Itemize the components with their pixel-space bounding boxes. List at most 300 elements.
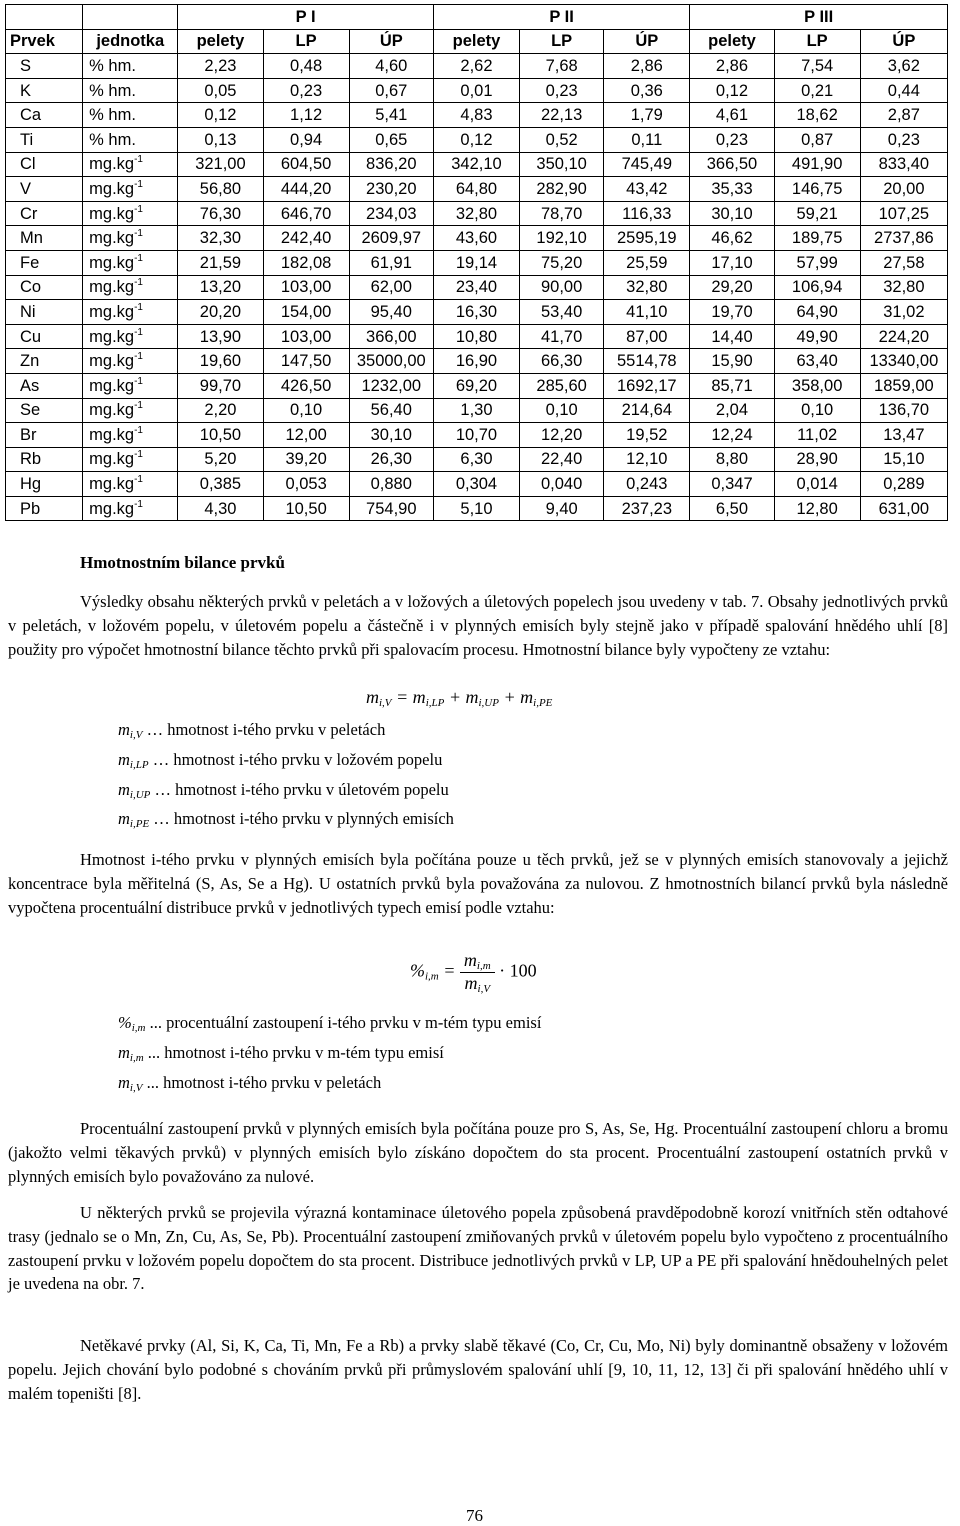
value-cell: 230,20 [349,177,433,202]
value-cell: 29,20 [690,275,774,300]
value-cell: 0,880 [349,472,433,497]
value-cell: 4,83 [433,103,519,128]
column-header: Prvek [6,29,83,54]
definition-line [118,1011,541,1041]
table-row [6,324,948,349]
value-cell: 28,90 [774,447,860,472]
value-cell: 0,94 [263,127,349,152]
value-cell: 491,90 [774,152,860,177]
value-cell: 5,20 [178,447,263,472]
value-cell: 7,54 [774,54,860,79]
value-cell: 5,41 [349,103,433,128]
definition-line [118,718,454,748]
element-cell: Hg [6,472,83,497]
value-cell: 43,42 [604,177,690,202]
value-cell: 27,58 [860,250,947,275]
value-cell: 2737,86 [860,226,947,251]
value-cell: 1,30 [433,398,519,423]
value-cell: 0,87 [774,127,860,152]
unit-exponent: -1 [134,449,143,461]
value-cell: 0,67 [349,78,433,103]
value-cell: 5514,78 [604,349,690,374]
value-cell: 16,90 [433,349,519,374]
value-cell: 0,44 [860,78,947,103]
unit-text: mg.kg [89,425,135,444]
value-cell: 20,20 [178,300,263,325]
value-cell: 17,10 [690,250,774,275]
unit-exponent: -1 [134,252,143,264]
element-cell: Ca [6,103,83,128]
value-cell: 19,14 [433,250,519,275]
value-cell: 49,90 [774,324,860,349]
value-cell: 41,10 [604,300,690,325]
unit-text: mg.kg [89,352,135,371]
value-cell: 285,60 [520,373,604,398]
value-cell: 64,80 [433,177,519,202]
value-cell: 147,50 [263,349,349,374]
value-cell: 0,23 [860,127,947,152]
value-cell: 12,00 [263,423,349,448]
definition-line [118,778,454,808]
value-cell: 62,00 [349,275,433,300]
unit-cell [83,324,178,349]
paragraph-1-text: Výsledky obsahu některých prvků v peletách a v ložových a úletových popelech jsou uvedeny v tab. 7. Obsahy jednotlivých prvků v peletách, v ložovém popelu, v úletovém popelu a částečně i v plynných emisích byly stejně jako v případě spalování hnědého uhlí [8] použity pro výpočet hmotnostní bilance těchto prvků při spalovacím procesu. Hmotnostní bilance byly vypočteny ze vztahu: [8,592,948,659]
value-cell: 12,80 [774,496,860,521]
table-row [6,300,948,325]
column-header: pelety [433,29,519,54]
value-cell: 87,00 [604,324,690,349]
definition-symbol: $m_{i,UP}$ [118,779,151,801]
column-header: LP [263,29,349,54]
unit-exponent: -1 [134,228,143,240]
value-cell: 13,47 [860,423,947,448]
value-cell: 19,60 [178,349,263,374]
value-cell: 2,23 [178,54,263,79]
unit-exponent: -1 [134,178,143,190]
paragraph-5-text: Netěkavé prvky (Al, Si, K, Ca, Ti, Mn, Fe a Rb) a prvky slabě těkavé (Co, Cr, Cu, Mo, Ni) byly dominantně obsaženy v ložovém popelu. Jejich chování bylo podobné s chováním prvků při průmyslovém spalování uhlí [9, 10, 11, 12, 13] či při spalování hnědého uhlí v malém topeništi [8]. [8,1336,948,1403]
value-cell: 10,70 [433,423,519,448]
unit-exponent: -1 [134,474,143,486]
value-cell: 0,385 [178,472,263,497]
value-cell: 85,71 [690,373,774,398]
value-cell: 64,90 [774,300,860,325]
value-cell: 234,03 [349,201,433,226]
percent-distribution-formula: $\%_{i,m}$ = $\frac{m_{i,m}}{m_{i,V}}$ · 100 [410,950,537,995]
unit-cell [83,250,178,275]
value-cell: 13340,00 [860,349,947,374]
value-cell: 0,21 [774,78,860,103]
value-cell: 103,00 [263,275,349,300]
value-cell: 2,04 [690,398,774,423]
value-cell: 2595,19 [604,226,690,251]
group-header-p1: P I [178,5,434,30]
element-cell: S [6,54,83,79]
unit-text: % hm. [89,106,136,125]
value-cell: 754,90 [349,496,433,521]
element-cell: As [6,373,83,398]
value-cell: 32,80 [604,275,690,300]
value-cell: 43,60 [433,226,519,251]
value-cell: 22,13 [520,103,604,128]
table-row [6,423,948,448]
value-cell: 0,48 [263,54,349,79]
value-cell: 604,50 [263,152,349,177]
unit-cell [83,127,178,152]
value-cell: 0,10 [263,398,349,423]
value-cell: 646,70 [263,201,349,226]
value-cell: 23,40 [433,275,519,300]
value-cell: 0,12 [178,103,263,128]
value-cell: 4,60 [349,54,433,79]
column-header: ÚP [349,29,433,54]
unit-cell [83,103,178,128]
value-cell: 2609,97 [349,226,433,251]
unit-exponent: -1 [134,400,143,412]
value-cell: 4,61 [690,103,774,128]
unit-text: mg.kg [89,475,135,494]
value-cell: 242,40 [263,226,349,251]
element-cell: Cr [6,201,83,226]
value-cell: 350,10 [520,152,604,177]
definition-text: … hmotnost i-tého prvku v peletách [142,720,386,739]
column-header: pelety [178,29,263,54]
element-cell: K [6,78,83,103]
value-cell: 30,10 [349,423,433,448]
value-cell: 39,20 [263,447,349,472]
value-cell: 31,02 [860,300,947,325]
value-cell: 21,59 [178,250,263,275]
value-cell: 0,12 [433,127,519,152]
value-cell: 366,50 [690,152,774,177]
value-cell: 631,00 [860,496,947,521]
table-row [6,250,948,275]
value-cell: 237,23 [604,496,690,521]
value-cell: 1232,00 [349,373,433,398]
definition-text: … hmotnost i-tého prvku v plynných emisích [149,809,454,829]
definition-symbol: $m_{i,m}$ [118,1042,144,1064]
table-row [6,447,948,472]
unit-cell [83,373,178,398]
value-cell: 0,10 [520,398,604,423]
table-row [6,78,948,103]
column-header: ÚP [860,29,947,54]
value-cell: 35,33 [690,177,774,202]
value-cell: 9,40 [520,496,604,521]
element-cell: Rb [6,447,83,472]
value-cell: 78,70 [520,201,604,226]
table-body [6,54,948,521]
value-cell: 11,02 [774,423,860,448]
value-cell: 0,304 [433,472,519,497]
paragraph-3 [8,1117,948,1188]
unit-text: % hm. [89,81,136,100]
value-cell: 6,30 [433,447,519,472]
value-cell: 833,40 [860,152,947,177]
value-cell: 90,00 [520,275,604,300]
value-cell: 5,10 [433,496,519,521]
value-cell: 13,20 [178,275,263,300]
paragraph-4-text: U některých prvků se projevila výrazná kontaminace úletového popela způsobená pravděpodobně korozí vnitřních stěn odtahové trasy (jednalo se o Mn, Zn, Cu, As, Se, Pb). Procentuální zastoupení zmiňovaných prvků v úletovém popelu bylo vypočteno z procentuálního zastoupení prvku v ložovém popelu dopočtem do sta procent. Distribuce jednotlivých prvků v LP, UP a PE při spalování hnědouhelných pelet je uvedena na obr. 7. [8,1203,948,1294]
paragraph-2 [8,848,948,919]
unit-exponent: -1 [134,301,143,313]
element-cell: Zn [6,349,83,374]
section-heading: Hmotnostním bilance prvků [80,553,285,572]
value-cell: 63,40 [774,349,860,374]
value-cell: 10,80 [433,324,519,349]
element-cell: V [6,177,83,202]
column-header: LP [774,29,860,54]
value-cell: 836,20 [349,152,433,177]
value-cell: 1692,17 [604,373,690,398]
value-cell: 46,62 [690,226,774,251]
value-cell: 3,62 [860,54,947,79]
value-cell: 282,90 [520,177,604,202]
paragraph-2-text: Hmotnost i-tého prvku v plynných emisích byla počítána pouze u těch prvků, jež se v plynných emisích stanovovaly a jejichž koncentrace byla měřitelná (S, As, Se a Hg). U ostatních prvků byla považována za nulovou. Z hmotnostních bilancí prvků byla následně vypočtena procentuální distribuce prvků v jednotlivých typech emisí podle vztahu: [8,850,948,917]
value-cell: 0,243 [604,472,690,497]
value-cell: 0,053 [263,472,349,497]
value-cell: 0,040 [520,472,604,497]
value-cell: 366,00 [349,324,433,349]
value-cell: 136,70 [860,398,947,423]
unit-cell [83,447,178,472]
value-cell: 1859,00 [860,373,947,398]
value-cell: 358,00 [774,373,860,398]
column-header: ÚP [604,29,690,54]
value-cell: 745,49 [604,152,690,177]
unit-text: mg.kg [89,499,135,518]
value-cell: 59,21 [774,201,860,226]
unit-exponent: -1 [134,498,143,510]
table-column-header-row [6,29,948,54]
value-cell: 30,10 [690,201,774,226]
value-cell: 103,00 [263,324,349,349]
value-cell: 7,68 [520,54,604,79]
table-row [6,496,948,521]
value-cell: 0,65 [349,127,433,152]
unit-cell [83,78,178,103]
element-cell: Fe [6,250,83,275]
element-cell: Mn [6,226,83,251]
element-content-table [5,4,948,521]
value-cell: 426,50 [263,373,349,398]
value-cell: 0,36 [604,78,690,103]
value-cell: 12,24 [690,423,774,448]
value-cell: 224,20 [860,324,947,349]
unit-cell [83,226,178,251]
value-cell: 0,23 [690,127,774,152]
definition-symbol: $m_{i,PE}$ [118,809,150,831]
table-row [6,127,948,152]
value-cell: 182,08 [263,250,349,275]
unit-text: mg.kg [89,327,135,346]
value-cell: 32,80 [433,201,519,226]
value-cell: 32,30 [178,226,263,251]
value-cell: 2,87 [860,103,947,128]
value-cell: 214,64 [604,398,690,423]
table-row [6,177,948,202]
value-cell: 2,62 [433,54,519,79]
value-cell: 116,33 [604,201,690,226]
value-cell: 0,289 [860,472,947,497]
value-cell: 53,40 [520,300,604,325]
value-cell: 20,00 [860,177,947,202]
element-cell: Cu [6,324,83,349]
value-cell: 0,11 [604,127,690,152]
unit-text: mg.kg [89,179,135,198]
value-cell: 0,01 [433,78,519,103]
table-row [6,472,948,497]
header-blank-cell [6,5,83,30]
definition-text: ... hmotnost i-tého prvku v peletách [142,1072,382,1092]
value-cell: 75,20 [520,250,604,275]
element-cell: Ti [6,127,83,152]
table-row [6,201,948,226]
value-cell: 14,40 [690,324,774,349]
column-header: pelety [690,29,774,54]
unit-text: mg.kg [89,253,135,272]
unit-text: mg.kg [89,155,135,174]
value-cell: 10,50 [178,423,263,448]
value-cell: 0,10 [774,398,860,423]
value-cell: 0,23 [263,78,349,103]
unit-exponent: -1 [134,375,143,387]
value-cell: 146,75 [774,177,860,202]
value-cell: 12,10 [604,447,690,472]
group-header-p3: P III [690,5,948,30]
unit-cell [83,398,178,423]
definition-symbol: $m_{i,V}$ [118,1072,143,1094]
value-cell: 106,94 [774,275,860,300]
unit-text: mg.kg [89,229,135,248]
paragraph-4 [8,1201,948,1296]
table-row [6,226,948,251]
definition-text: ... procentuální zastoupení i-tého prvku v m-tém typu emisí [145,1013,542,1032]
value-cell: 56,80 [178,177,263,202]
table-row [6,349,948,374]
value-cell: 444,20 [263,177,349,202]
value-cell: 12,20 [520,423,604,448]
unit-cell [83,152,178,177]
value-cell: 15,90 [690,349,774,374]
definition-line [118,1041,541,1071]
value-cell: 69,20 [433,373,519,398]
value-cell: 1,79 [604,103,690,128]
value-cell: 8,80 [690,447,774,472]
value-cell: 15,10 [860,447,947,472]
value-cell: 0,014 [774,472,860,497]
paragraph-5 [8,1334,948,1405]
definition-line [118,1071,541,1101]
unit-cell [83,177,178,202]
unit-exponent: -1 [134,277,143,289]
definition-line [118,748,454,778]
element-cell: Se [6,398,83,423]
unit-text: mg.kg [89,302,135,321]
mass-balance-definitions [118,718,454,837]
value-cell: 66,30 [520,349,604,374]
value-cell: 1,12 [263,103,349,128]
table-row [6,152,948,177]
percent-definitions [118,1011,541,1100]
table-row [6,54,948,79]
page-number: 76 [466,1506,483,1525]
definition-symbol: $m_{i,LP}$ [118,749,149,771]
value-cell: 61,91 [349,250,433,275]
unit-text: % hm. [89,56,136,75]
definition-symbol: $m_{i,V}$ [118,720,143,741]
value-cell: 57,99 [774,250,860,275]
value-cell: 342,10 [433,152,519,177]
value-cell: 16,30 [433,300,519,325]
value-cell: 19,70 [690,300,774,325]
fraction: $\frac{m_{i,m}}{m_{i,V}}$ [460,950,495,995]
unit-cell [83,54,178,79]
table-row [6,103,948,128]
value-cell: 192,10 [520,226,604,251]
definition-line [118,807,454,837]
value-cell: 0,23 [520,78,604,103]
unit-exponent: -1 [134,424,143,436]
definition-text: … hmotnost i-tého prvku v úletovém popelu [150,779,449,799]
value-cell: 107,25 [860,201,947,226]
value-cell: 321,00 [178,152,263,177]
table-row [6,373,948,398]
value-cell: 95,40 [349,300,433,325]
table-group-header-row [6,5,948,30]
mass-balance-formula: $m_{i,V} = m_{i,LP} + m_{i,UP} + m_{i,PE}$ [366,687,553,709]
value-cell: 6,50 [690,496,774,521]
value-cell: 99,70 [178,373,263,398]
value-cell: 10,50 [263,496,349,521]
unit-cell [83,349,178,374]
element-cell: Co [6,275,83,300]
value-cell: 22,40 [520,447,604,472]
unit-exponent: -1 [134,326,143,338]
value-cell: 32,80 [860,275,947,300]
element-cell: Br [6,423,83,448]
unit-exponent: -1 [134,203,143,215]
unit-text: mg.kg [89,450,135,469]
unit-text: mg.kg [89,278,135,297]
value-cell: 0,13 [178,127,263,152]
formula-constant: 100 [509,960,537,981]
unit-cell [83,423,178,448]
unit-cell [83,275,178,300]
value-cell: 18,62 [774,103,860,128]
value-cell: 0,52 [520,127,604,152]
value-cell: 154,00 [263,300,349,325]
element-cell: Cl [6,152,83,177]
value-cell: 0,347 [690,472,774,497]
column-header: LP [520,29,604,54]
unit-cell [83,496,178,521]
unit-exponent: -1 [134,351,143,363]
group-header-p2: P II [433,5,690,30]
value-cell: 35000,00 [349,349,433,374]
unit-text: mg.kg [89,401,135,420]
value-cell: 2,86 [604,54,690,79]
unit-text: mg.kg [89,376,135,395]
paragraph-1 [8,590,948,661]
definition-symbol: $\%_{i,m}$ [118,1013,146,1034]
value-cell: 26,30 [349,447,433,472]
header-blank-cell [83,5,178,30]
element-cell: Pb [6,496,83,521]
unit-text: % hm. [89,130,136,149]
paragraph-3-text: Procentuální zastoupení prvků v plynných emisích byla počítána pouze pro S, As, Se, Hg. Procentuální zastoupení chloru a bromu (jakožto velmi těkavých prvků) v plynných emisích bylo získáno dopočtem do sta procent. Procentuální zastoupení ostatních prvků v plynných emisích bylo považováno za nulové. [8,1119,948,1186]
value-cell: 56,40 [349,398,433,423]
value-cell: 0,05 [178,78,263,103]
